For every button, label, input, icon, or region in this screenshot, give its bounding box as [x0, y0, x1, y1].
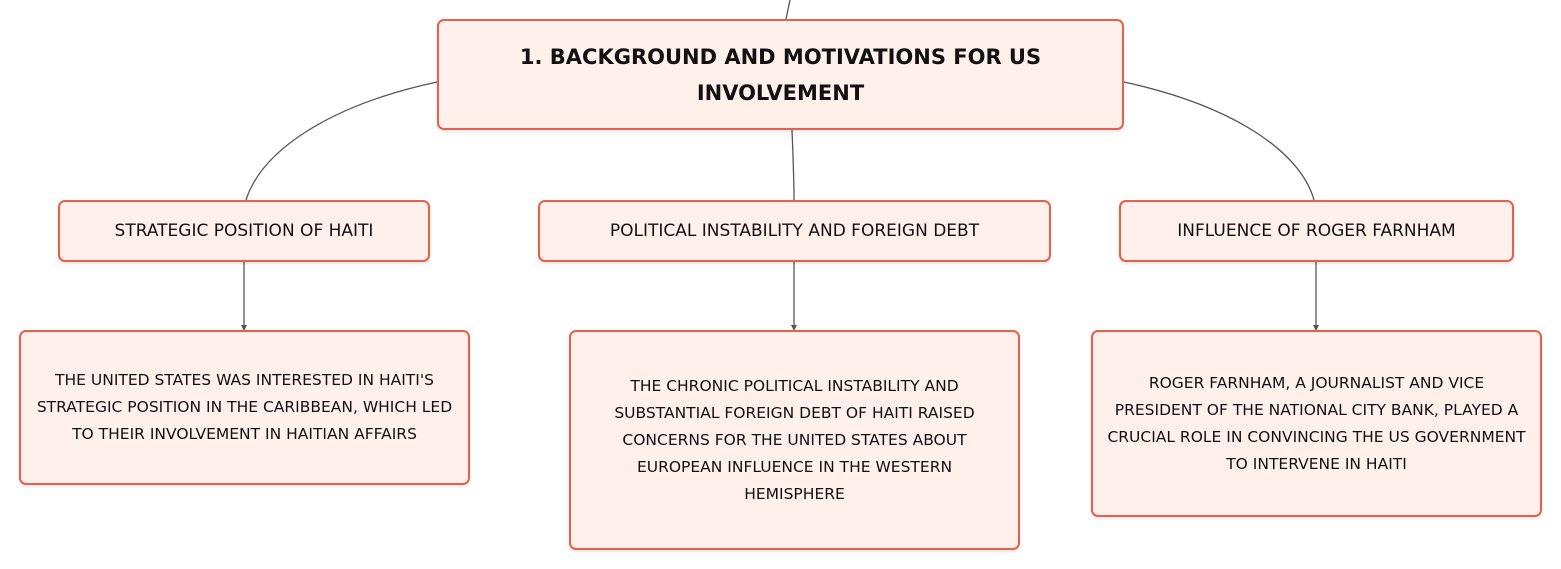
root-node-title: 1. BACKGROUND AND MOTIVATIONS FOR US INVOLVEMENT [519, 44, 1042, 105]
detail-node-political-instability[interactable] [569, 330, 1020, 550]
topic-node-strategic-position[interactable] [58, 200, 430, 262]
root-node[interactable] [437, 19, 1124, 130]
topic-node-political-instability[interactable] [538, 200, 1051, 262]
connector-root-to-topic-2 [792, 130, 794, 200]
detail-node-strategic-position[interactable] [19, 330, 470, 485]
topic-node-roger-farnham[interactable] [1119, 200, 1514, 262]
topic-node-label: POLITICAL INSTABILITY AND FOREIGN DEBT [609, 221, 980, 241]
detail-node-text: THE UNITED STATES WAS INTERESTED IN HAITI'S STRATEGIC POSITION IN THE CARIBBEAN, WHICH LED TO THEIR INVOLVEMENT IN HAITIAN AFFAIRS [36, 371, 453, 443]
topic-node-label: STRATEGIC POSITION OF HAITI [114, 221, 374, 241]
detail-node-text: ROGER FARNHAM, A JOURNALIST AND VICE PRESIDENT OF THE NATIONAL CITY BANK, PLAYED A CRUCIAL ROLE IN CONVINCING THE US GOVERNMENT TO INTERVENE IN HAITI [1107, 373, 1526, 473]
detail-node-text: THE CHRONIC POLITICAL INSTABILITY AND SUBSTANTIAL FOREIGN DEBT OF HAITI RAISED CONCERNS FOR THE UNITED STATES ABOUT EUROPEAN INFLUENCE IN THE WESTERN HEMISPHERE [614, 376, 975, 503]
detail-node-roger-farnham[interactable] [1091, 330, 1542, 517]
connector-root-to-topic-1 [246, 82, 437, 200]
connector-parent-to-root [786, 0, 790, 19]
topic-node-label: INFLUENCE OF ROGER FARNHAM [1177, 221, 1456, 241]
connector-root-to-topic-3 [1124, 82, 1314, 200]
